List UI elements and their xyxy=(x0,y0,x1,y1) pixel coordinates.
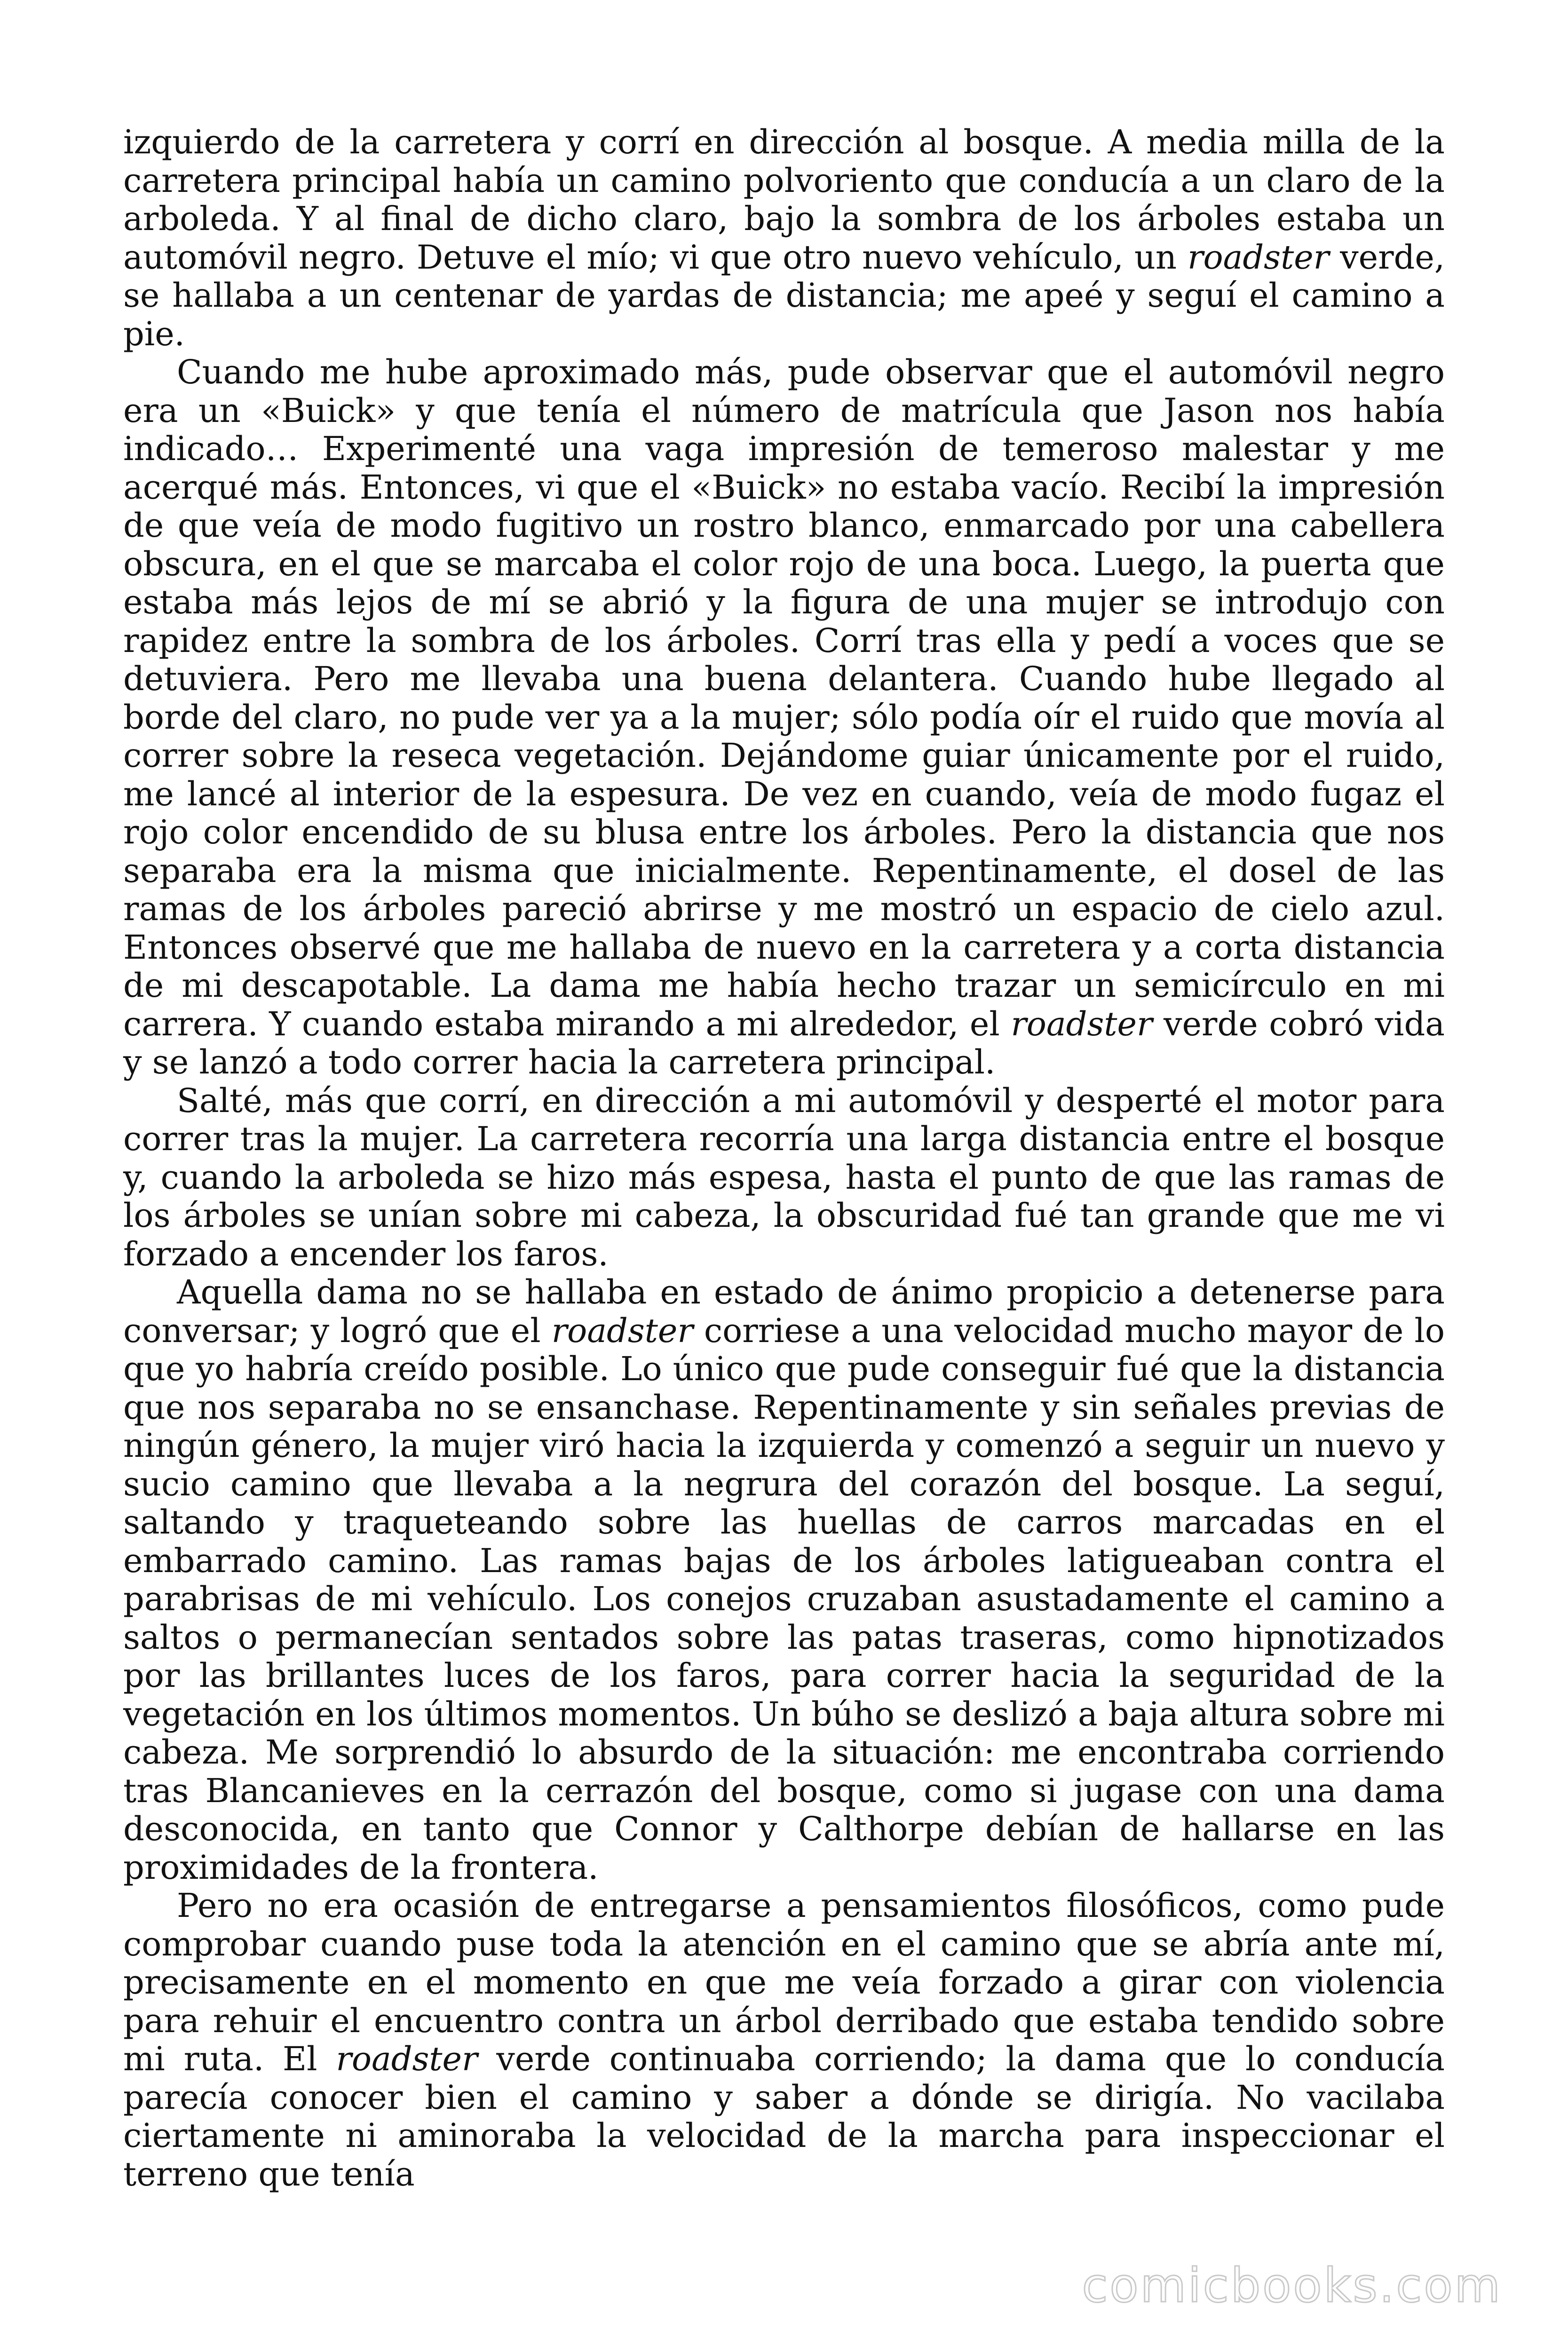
text-run: Salté, más que corrí, en dirección a mi automóvil y desperté el motor para correr tras la mujer. La carretera recorría una larga distancia entre el bosque y, cuando la arboleda se hizo más espesa, hasta el punto de que las ramas de los árboles se unían sobre mi cabeza, la obscuridad fué tan grande que me vi forzado a encender los faros. xyxy=(123,1081,1445,1273)
italic-term: roadster xyxy=(1011,1004,1153,1043)
italic-term: roadster xyxy=(336,2040,478,2078)
text-run: verde cobró vida y se lanzó a todo correr hacia la carretera principal. xyxy=(123,1004,1445,1081)
text-run: verde, se hallaba a un centenar de yardas de distancia; me apeé y seguí el camino a pie. xyxy=(123,238,1445,353)
text-run: izquierdo de la carretera y corrí en dirección al bosque. A media milla de la carretera principal había un camino polvoriento que conducía a un claro de la arboleda. Y al final de dicho claro, bajo la sombra de los árboles estaba un automóvil negro. Detuve el mío; vi que otro nuevo vehículo, un xyxy=(123,123,1445,277)
text-run: corriese a una velocidad mucho mayor de lo que yo habría creído posible. Lo único que pude conseguir fué que la distancia que nos separaba no se ensanchase. Repentinamente y sin señales previas de ningún género, la mujer viró hacia la izquierda y comenzó a seguir un nuevo y sucio camino que llevaba a la negrura del corazón del bosque. La seguí, saltando y traqueteando sobre las huellas de carros marcadas en el embarrado camino. Las ramas bajas de los árboles latigueaban contra el parabrisas de mi vehículo. Los conejos cruzaban asustadamente el camino a saltos o permanecían sentados sobre las patas traseras, como hipnotizados por las brillantes luces de los faros, para correr hacia la seguridad de la vegetación en los últimos momentos. Un búho se deslizó a baja altura sobre mi cabeza. Me sorprendió lo absurdo de la situación: me encontraba corriendo tras Blancanieves en la cerrazón del bosque, como si jugase con una dama desconocida, en tanto que Connor y Calthorpe debían de hallarse en las proximidades de la frontera. xyxy=(123,1311,1445,1887)
paragraph xyxy=(123,1887,1445,2193)
body-text xyxy=(123,123,1445,2193)
italic-term: roadster xyxy=(1188,238,1330,277)
italic-term: roadster xyxy=(551,1311,693,1350)
text-run: Pero no era ocasión de entregarse a pensamientos filosóficos, como pude comprobar cuando puse toda la atención en el camino que se abría ante mí, precisamente en el momento en que me veía forzado a girar con violencia para rehuir el encuentro contra un árbol derribado que estaba tendido sobre mi ruta. El xyxy=(123,1886,1445,2078)
paragraph xyxy=(123,123,1445,353)
text-run: verde continuaba corriendo; la dama que lo conducía parecía conocer bien el camino y saber a dónde se dirigía. No vacilaba ciertamente ni aminoraba la velocidad de la marcha para inspeccionar el terreno que tenía xyxy=(123,2040,1445,2193)
paragraph xyxy=(123,1082,1445,1274)
text-run: Cuando me hube aproximado más, pude observar que el automóvil negro era un «Buick» y que tenía el número de matrícula que Jason nos había indicado… Experimenté una vaga impresión de temeroso malestar y me acerqué más. Entonces, vi que el «Buick» no estaba vacío. Recibí la impresión de que veía de modo fugitivo un rostro blanco, enmarcado por una cabellera obscura, en el que se marcaba el color rojo de una boca. Luego, la puerta que estaba más lejos de mí se abrió y la figura de una mujer se introdujo con rapidez entre la sombra de los árboles. Corrí tras ella y pedí a voces que se detuviera. Pero me llevaba una buena delantera. Cuando hube llegado al borde del claro, no pude ver ya a la mujer; sólo podía oír el ruido que movía al correr sobre la reseca vegetación. Dejándome guiar únicamente por el ruido, me lancé al interior de la espesura. De vez en cuando, veía de modo fugaz el rojo color encendido de su blusa entre los árboles. Pero la distancia que nos separaba era la misma que inicialmente. Repentinamente, el dosel de las ramas de los árboles pareció abrirse y me mostró un espacio de cielo azul. Entonces observé que me hallaba de nuevo en la carretera y a corta distancia de mi descapotable. La dama me había hecho trazar un semicírculo en mi carrera. Y cuando estaba mirando a mi alrededor, el xyxy=(123,353,1445,1043)
text-run: Aquella dama no se hallaba en estado de ánimo propicio a detenerse para conversar; y logró que el xyxy=(123,1273,1445,1350)
site-watermark: comicbooks.com xyxy=(1082,2258,1502,2313)
paragraph xyxy=(123,1273,1445,1887)
paragraph xyxy=(123,353,1445,1082)
